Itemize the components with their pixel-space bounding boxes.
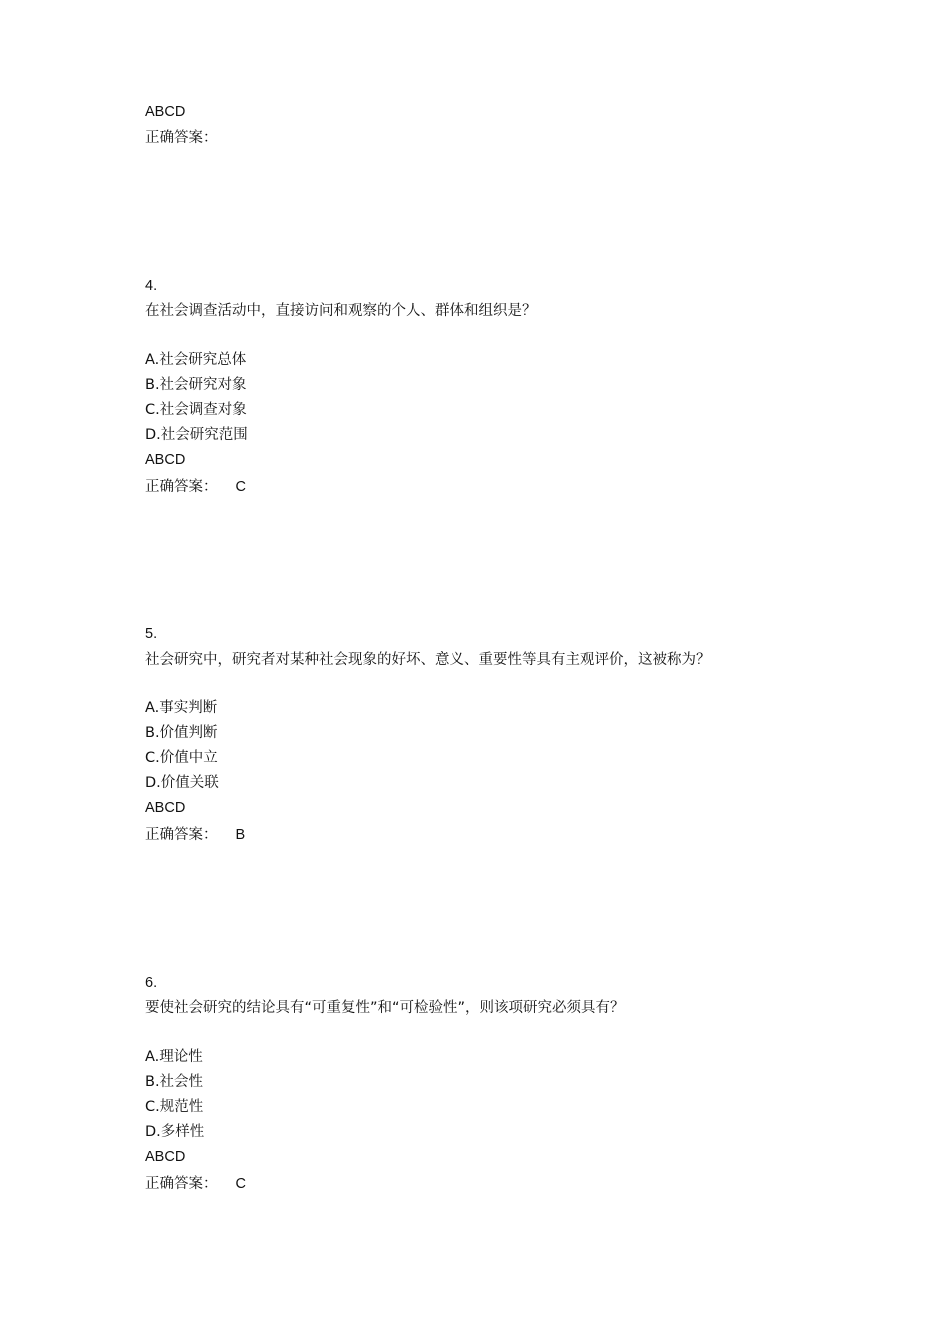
q6-option-a: A.理论性 [145,1049,203,1065]
q4-question-text: 在社会调查活动中，直接访问和观察的个人、群体和组织是？ [145,303,537,319]
q4-answer-label: 正确答案： [145,479,218,495]
q6-answer-label: 正确答案： [145,1176,218,1192]
q3-choice-row: ABCD [145,104,186,120]
q5-question-text: 社会研究中，研究者对某种社会现象的好坏、意义、重要性等具有主观评价，这被称为？ [145,652,711,668]
q6-option-b: B.社会性 [145,1074,204,1090]
q5-option-a: A.事实判断 [145,700,218,716]
q4-number: 4. [145,278,158,294]
q4-option-a: A.社会研究总体 [145,352,247,368]
q4-option-d: D.社会研究范围 [145,427,248,443]
q5-option-b: B.价值判断 [145,725,218,741]
q5-answer-line [145,825,245,845]
q4-option-c: C.社会调查对象 [145,402,247,418]
q4-answer-line [145,477,246,497]
q5-option-c: C.价值中立 [145,750,218,766]
q4-choice-row: ABCD [145,452,186,468]
q6-answer-value: C [235,1176,246,1192]
q6-option-c: C.规范性 [145,1099,204,1115]
q5-answer-value: B [235,827,246,843]
q6-answer-line [145,1174,246,1194]
q6-number: 6. [145,975,158,991]
q5-number: 5. [145,626,158,642]
q4-option-b: B.社会研究对象 [145,377,247,393]
q5-choice-row: ABCD [145,800,186,816]
q6-question-text: 要使社会研究的结论具有“可重复性”和“可检验性”，则该项研究必须具有？ [145,1000,625,1016]
q4-answer-value: C [235,479,246,495]
q5-answer-label: 正确答案： [145,827,218,843]
q3-answer-line [145,128,236,148]
q5-option-d: D.价值关联 [145,775,219,791]
q6-choice-row: ABCD [145,1149,186,1165]
q3-answer-label: 正确答案： [145,130,218,146]
q6-option-d: D.多样性 [145,1124,205,1140]
